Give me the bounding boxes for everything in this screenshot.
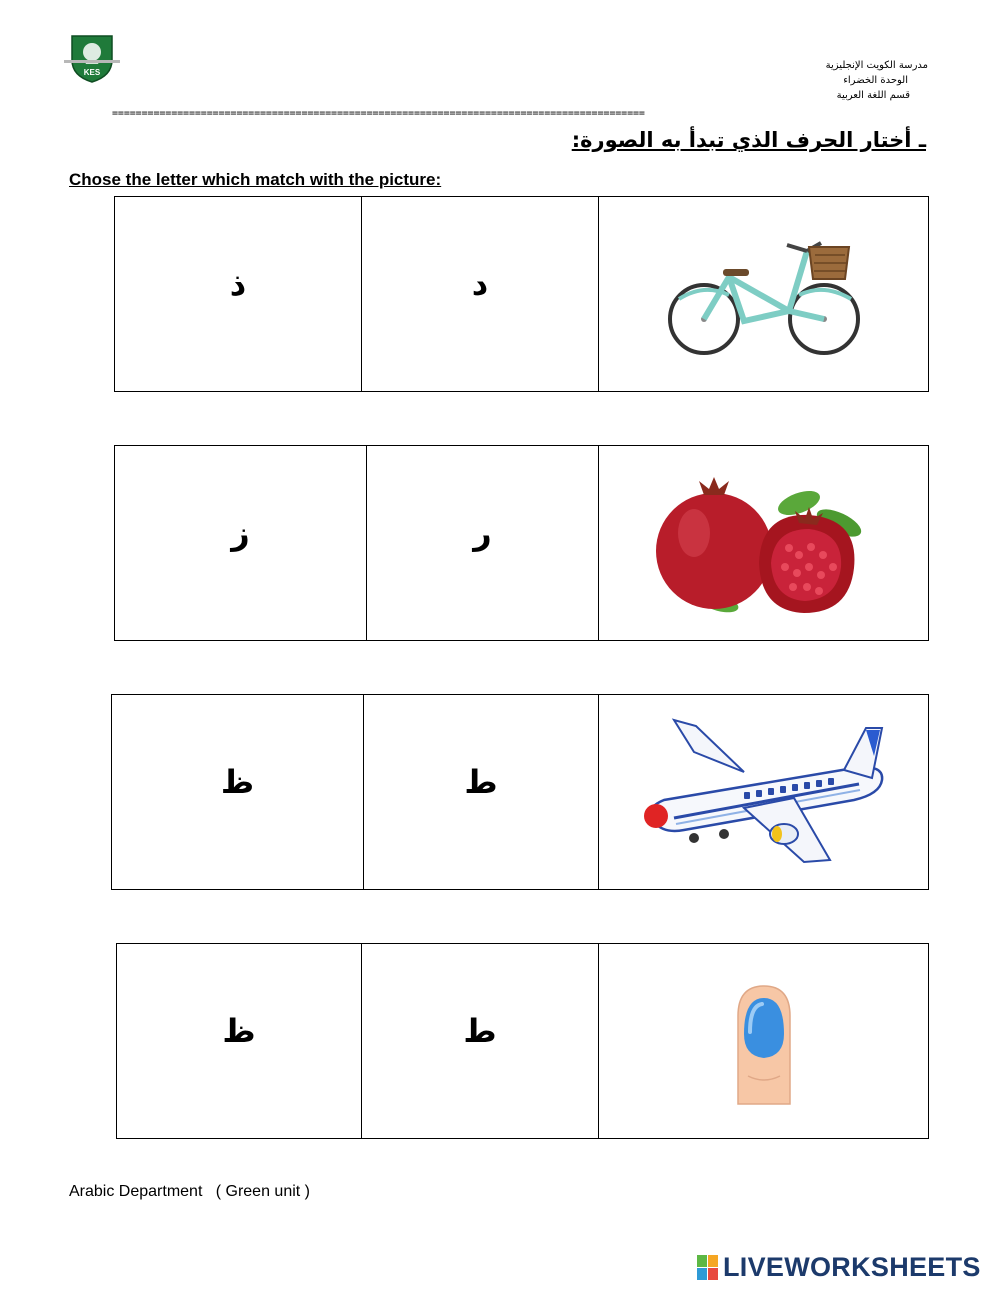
answer-option-right[interactable] [362, 197, 599, 391]
header-separator: ========================================================================================== [112, 108, 645, 119]
school-name: مدرسة الكويت الإنجليزية [825, 60, 928, 71]
picture-fingernail [599, 944, 928, 1138]
department-name: قسم اللغة العربية [836, 90, 910, 101]
school-logo [64, 30, 120, 84]
letter-option: ذ [229, 265, 247, 303]
question-row-3 [111, 694, 929, 890]
question-row-2 [114, 445, 929, 641]
answer-option-left[interactable] [115, 197, 362, 391]
picture-pomegranate [599, 446, 928, 640]
letter-option: ز [231, 514, 250, 552]
brand-text: LIVEWORKSHEETS [723, 1252, 981, 1282]
bicycle-icon [659, 229, 869, 359]
answer-option-left[interactable] [117, 944, 362, 1138]
instruction-arabic: ـ أختار الحرف الذي تبدأ به الصورة: [571, 128, 926, 152]
answer-option-left[interactable] [112, 695, 364, 889]
liveworksheets-brand[interactable] [697, 1252, 981, 1283]
answer-option-right[interactable] [367, 446, 599, 640]
answer-option-left[interactable] [115, 446, 367, 640]
letter-option: ظ [220, 763, 255, 801]
answer-option-right[interactable] [362, 944, 599, 1138]
answer-option-right[interactable] [364, 695, 599, 889]
footer-department: Arabic Department ( Green unit ) [69, 1183, 310, 1200]
school-info [628, 58, 928, 103]
letter-option: ظ [222, 1012, 256, 1050]
letter-option: ر [473, 514, 492, 552]
unit-name: الوحدة الخضراء [843, 75, 908, 86]
question-row-4 [116, 943, 929, 1139]
question-row-1 [114, 196, 929, 392]
pomegranate-icon [649, 463, 879, 623]
instruction-english: Chose the letter which match with the picture: [69, 170, 442, 189]
letter-option: د [471, 265, 489, 303]
picture-airplane [599, 695, 928, 889]
fingernail-icon [724, 976, 804, 1106]
letter-option: ط [464, 763, 498, 801]
airplane-icon [634, 712, 894, 872]
svg-text:KES: KES [83, 68, 101, 77]
liveworksheets-logo-icon [697, 1255, 719, 1281]
picture-bicycle [599, 197, 928, 391]
letter-option: ط [463, 1012, 497, 1050]
